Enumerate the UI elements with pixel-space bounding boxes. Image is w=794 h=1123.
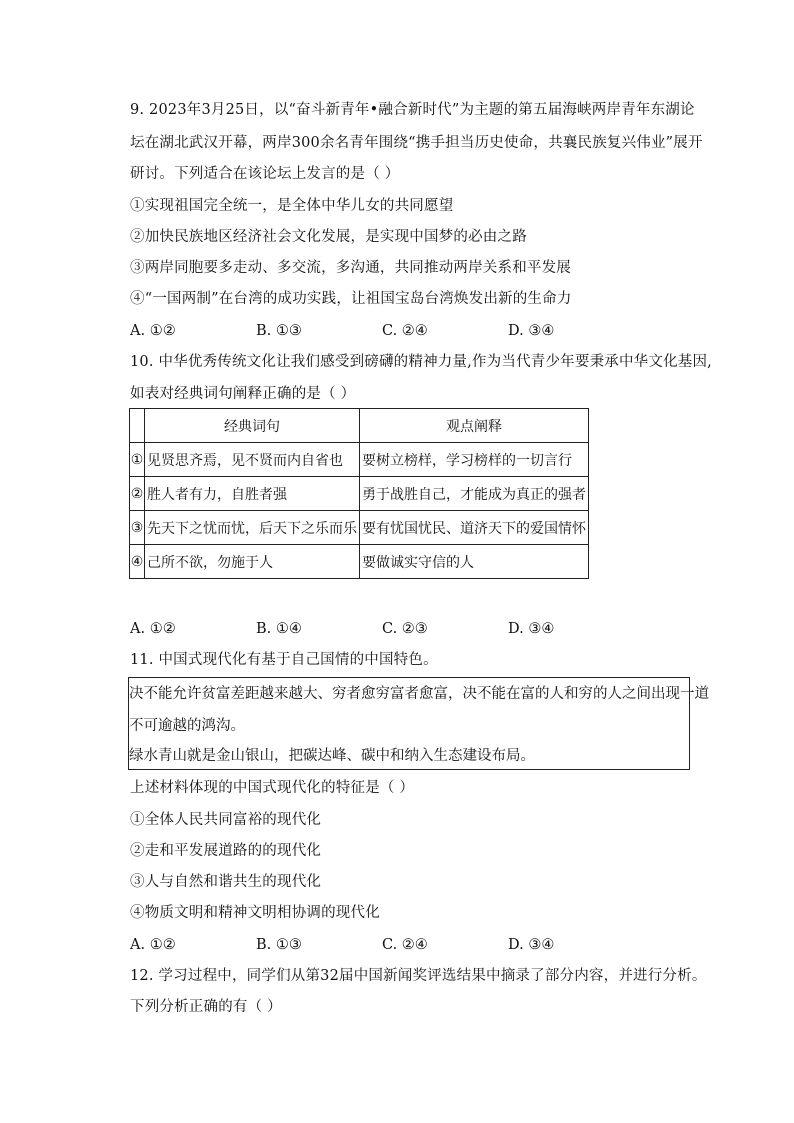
q9-option-d[interactable]: D. ③④ — [508, 323, 555, 339]
row-interpretation: 要有忧国忧民、道济天下的爱国情怀 — [360, 511, 589, 545]
row-number: ④ — [130, 545, 145, 579]
q11-options — [130, 935, 690, 955]
q11-item-2: ②走和平发展道路的的现代化 — [130, 843, 322, 859]
q10-stem-line-1: 10. 中华优秀传统文化让我们感受到磅礴的精神力量,作为当代青少年要秉承中华文化基因, — [130, 354, 712, 370]
q9-option-b[interactable]: B. ①③ — [256, 323, 302, 339]
q11-material-line-2: 不可逾越的鸿沟。 — [129, 718, 245, 734]
row-interpretation: 要做诚实守信的人 — [360, 545, 589, 579]
row-interpretation: 勇于战胜自己，才能成为真正的强者 — [360, 477, 589, 511]
q10-options — [130, 619, 690, 639]
row-number: ③ — [130, 511, 145, 545]
q10-option-c[interactable]: C. ②③ — [382, 621, 428, 637]
q9-stem-line-3: 研讨。下列适合在该论坛上发言的是（ ） — [130, 166, 400, 182]
q9-item-3: ③两岸同胞要多走动、多交流，多沟通，共同推动两岸关系和平发展 — [130, 260, 571, 276]
row-phrase: 胜人者有力，自胜者强 — [145, 477, 360, 511]
q10-option-a[interactable]: A. ①② — [130, 621, 176, 637]
q11-item-3: ③人与自然和谐共生的现代化 — [130, 874, 322, 890]
row-number: ② — [130, 477, 145, 511]
q10-table-header-row — [130, 409, 589, 443]
q11-material-line-1: 决不能允许贫富差距越来越大、穷者愈穷富者愈富，决不能在富的人和穷的人之间出现一道 — [129, 686, 709, 702]
q9-item-4: ④“一国两制”在台湾的成功实践，让祖国宝岛台湾焕发出新的生命力 — [130, 291, 572, 307]
row-phrase: 先天下之忧而忧，后天下之乐而乐 — [145, 511, 360, 545]
q9-stem-line-2: 坛在湖北武汉开幕，两岸300余名青年围绕“携手担当历史使命，共襄民族复兴伟业”展开 — [130, 135, 703, 151]
q10-stem-line-2: 如表对经典词句阐释正确的是（ ） — [130, 386, 356, 402]
q11-option-a[interactable]: A. ①② — [130, 937, 176, 953]
q9-item-1: ①实现祖国完全统一，是全体中华儿女的共同愿望 — [130, 198, 454, 214]
q9-option-c[interactable]: C. ②④ — [382, 323, 428, 339]
q11-stem-line: 11. 中国式现代化有基于自己国情的中国特色。 — [130, 652, 438, 668]
row-phrase: 见贤思齐焉，见不贤而内自省也 — [145, 443, 360, 477]
q10-table-header-interpretation: 观点阐释 — [360, 409, 589, 443]
q10-table — [129, 408, 589, 579]
q9-option-a[interactable]: A. ①② — [130, 323, 176, 339]
q9-options — [130, 321, 690, 341]
table-row — [130, 477, 589, 511]
q12-stem-line-2: 下列分析正确的有（ ） — [130, 999, 282, 1015]
row-interpretation: 要树立榜样，学习榜样的一切言行 — [360, 443, 589, 477]
row-number: ① — [130, 443, 145, 477]
q10-table-header-phrase: 经典词句 — [145, 409, 360, 443]
q11-item-4: ④物质文明和精神文明相协调的现代化 — [130, 905, 380, 921]
q9-item-2: ②加快民族地区经济社会文化发展，是实现中国梦的必由之路 — [130, 229, 527, 245]
q11-material-line-3: 绿水青山就是金山银山，把碳达峰、碳中和纳入生态建设布局。 — [129, 748, 535, 764]
q11-option-d[interactable]: D. ③④ — [508, 937, 555, 953]
q11-question: 上述材料体现的中国式现代化的特征是（ ） — [130, 780, 415, 796]
q10-table-header-num — [130, 409, 145, 443]
q12-stem-line-1: 12. 学习过程中，同学们从第32届中国新闻奖评选结果中摘录了部分内容，并进行分析。 — [130, 968, 707, 984]
q11-option-b[interactable]: B. ①③ — [256, 937, 302, 953]
q10-option-b[interactable]: B. ①④ — [256, 621, 302, 637]
q11-option-c[interactable]: C. ②④ — [382, 937, 428, 953]
row-phrase: 己所不欲，勿施于人 — [145, 545, 360, 579]
q11-material-box — [128, 677, 709, 770]
table-row — [130, 443, 589, 477]
table-row — [130, 511, 589, 545]
table-row — [130, 545, 589, 579]
q10-option-d[interactable]: D. ③④ — [508, 621, 555, 637]
q11-item-1: ①全体人民共同富裕的现代化 — [130, 812, 322, 828]
q9-stem-line-1: 9. 2023年3月25日，以“奋斗新青年•融合新时代”为主题的第五届海峡两岸青年东湖论 — [130, 102, 695, 118]
